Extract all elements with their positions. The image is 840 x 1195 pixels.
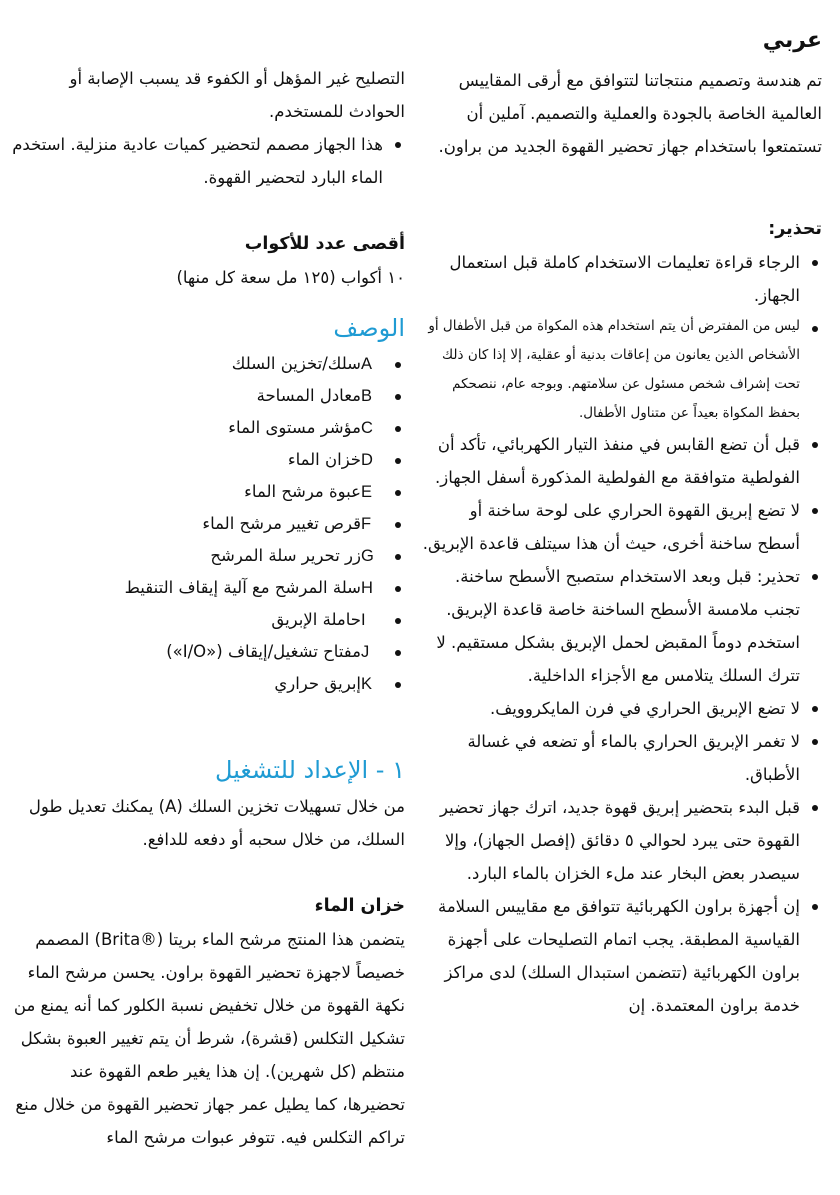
item-letter: A (361, 355, 373, 373)
item-letter: H (361, 579, 373, 597)
item-letter: F (361, 515, 372, 533)
item-letter: D (361, 451, 373, 469)
left-column (10, 62, 405, 1154)
description-item (10, 668, 405, 700)
right-column (422, 28, 822, 1022)
description-item (10, 508, 405, 540)
setup-title: ١ - الإعداد للتشغيل (215, 756, 405, 784)
continuation-item: هذا الجهاز مصمم لتحضير كميات عادية منزلية. استخدم الماء البارد لتحضير القهوة. (10, 128, 405, 194)
item-label: قرص تغيير مرشح الماء (202, 514, 361, 533)
item-label: حاملة الإبريق (271, 610, 361, 629)
warning-item: لا تضع إبريق القهوة الحراري على لوحة ساخنة أو أسطح ساخنة أخرى، حيث أن هذا سيتلف قاعدة الإبريق. (422, 494, 822, 560)
item-label: معادل المساحة (256, 386, 361, 405)
item-letter: E (361, 483, 373, 501)
description-item (10, 604, 405, 636)
warning-item: الرجاء قراءة تعليمات الاستخدام كاملة قبل استعمال الجهاز. (422, 246, 822, 312)
max-cups-title: أقصى عدد للأكواب (244, 234, 405, 254)
language-heading: عربي (762, 28, 822, 53)
water-tank-text: يتضمن هذا المنتج مرشح الماء بريتا (®Brita) المصمم خصيصاً لاجهزة تحضير القهوة براون. يحسن مرشح الماء نكهة القهوة من خلال تخفيض نسبة الكلور كما أنه يمنع من تشكيل التكلس (قشرة)، شرط أن يتم تغيير العبوة بشكل منتظم (كل شهرين). إن هذا يغير طعم القهوة عند تحضيرها، كما يطيل عمر جهاز تحضير القهوة من خلال منع تراكم التكلس فيه. تتوفر عبوات مرشح الماء (13, 930, 405, 1147)
description-list (10, 348, 405, 700)
warning-item: إن أجهزة براون الكهربائية تتوافق مع مقاييس السلامة القياسية المطبقة. يجب اتمام التصليحات على أجهزة براون الكهربائية (تتضمن استبدال السلك) لدى مراكز خدمة براون المعتمدة. إن (422, 890, 822, 1022)
max-cups-text: ١٠ أكواب (١٢٥ مل سعة كل منها) (176, 268, 405, 287)
warning-list (422, 246, 822, 1022)
item-label: سلة المرشح مع آلية إيقاف التنقيط (124, 578, 361, 597)
setup-text: من خلال تسهيلات تخزين السلك (A) يمكنك تعديل طول السلك، من خلال سحبه أو دفعه للدافع. (28, 797, 405, 849)
warning-item: ليس من المفترض أن يتم استخدام هذه المكواة من قبل الأطفال أو الأشخاص الذين يعانون من إعاقات بدنية أو عقلية، إلا إذا كان ذلك تحت إشراف شخص مسئول عن سلامتهم. وبوجه عام، ننصحكم بحفظ المكواة بعيداً عن متناول الأطفال. (422, 312, 822, 428)
item-label: خزان الماء (287, 450, 361, 469)
intro-paragraph: تم هندسة وتصميم منتجاتنا لتتوافق مع أرقى المقاييس العالمية الخاصة بالجودة والعملية والتصميم. آملين أن تستمتعوا باستخدام جهاز تحضير القهوة الجديد من براون. (438, 71, 822, 157)
item-label: عبوة مرشح الماء (244, 482, 361, 501)
item-letter: J (361, 643, 370, 661)
description-title: الوصف (333, 314, 405, 342)
item-letter: G (361, 547, 374, 565)
item-letter: B (361, 387, 373, 405)
description-item (10, 636, 405, 668)
description-item (10, 444, 405, 476)
warning-item: لا تغمر الإبريق الحراري بالماء أو تضعه في غسالة الأطباق. (422, 725, 822, 791)
description-item (10, 572, 405, 604)
item-letter: K (361, 675, 373, 693)
warning-item: لا تضع الإبريق الحراري في فرن المايكروويف. (422, 692, 822, 725)
item-label: مؤشر مستوى الماء (228, 418, 361, 437)
description-item (10, 540, 405, 572)
continuation-list (10, 128, 405, 194)
water-tank-title: خزان الماء (314, 896, 405, 916)
item-label: سلك/تخزين السلك (231, 354, 361, 373)
description-item (10, 412, 405, 444)
item-label: زر تحرير سلة المرشح (210, 546, 361, 565)
continuation-text: التصليح غير المؤهل أو الكفوء قد يسبب الإصابة أو الحوادث للمستخدم. (69, 69, 405, 121)
item-letter: I (361, 611, 366, 629)
description-item (10, 476, 405, 508)
description-item (10, 348, 405, 380)
item-letter: C (361, 419, 373, 437)
warning-title: تحذير: (768, 219, 822, 240)
item-label: مفتاح تشغيل/إيقاف («I/O») (166, 642, 361, 661)
warning-item: تحذير: قبل وبعد الاستخدام ستصبح الأسطح ساخنة. تجنب ملامسة الأسطح الساخنة خاصة قاعدة الإبريق. استخدم دوماً المقبض لحمل الإبريق بشكل مستقيم. لا تترك السلك يتلامس مع الأجزاء الداخلية. (422, 560, 822, 692)
description-item (10, 380, 405, 412)
item-label: إبريق حراري (274, 674, 361, 693)
warning-item: قبل البدء بتحضير إبريق قهوة جديد، اترك جهاز تحضير القهوة حتى يبرد لحوالي ٥ دقائق (إفصل الجهاز)، وإلا سيصدر بعض البخار عند ملء الخزان بالماء البارد. (422, 791, 822, 890)
warning-item: قبل أن تضع القابس في منفذ التيار الكهربائي، تأكد أن الفولطية متوافقة مع الفولطية المذكورة أسفل الجهاز. (422, 428, 822, 494)
